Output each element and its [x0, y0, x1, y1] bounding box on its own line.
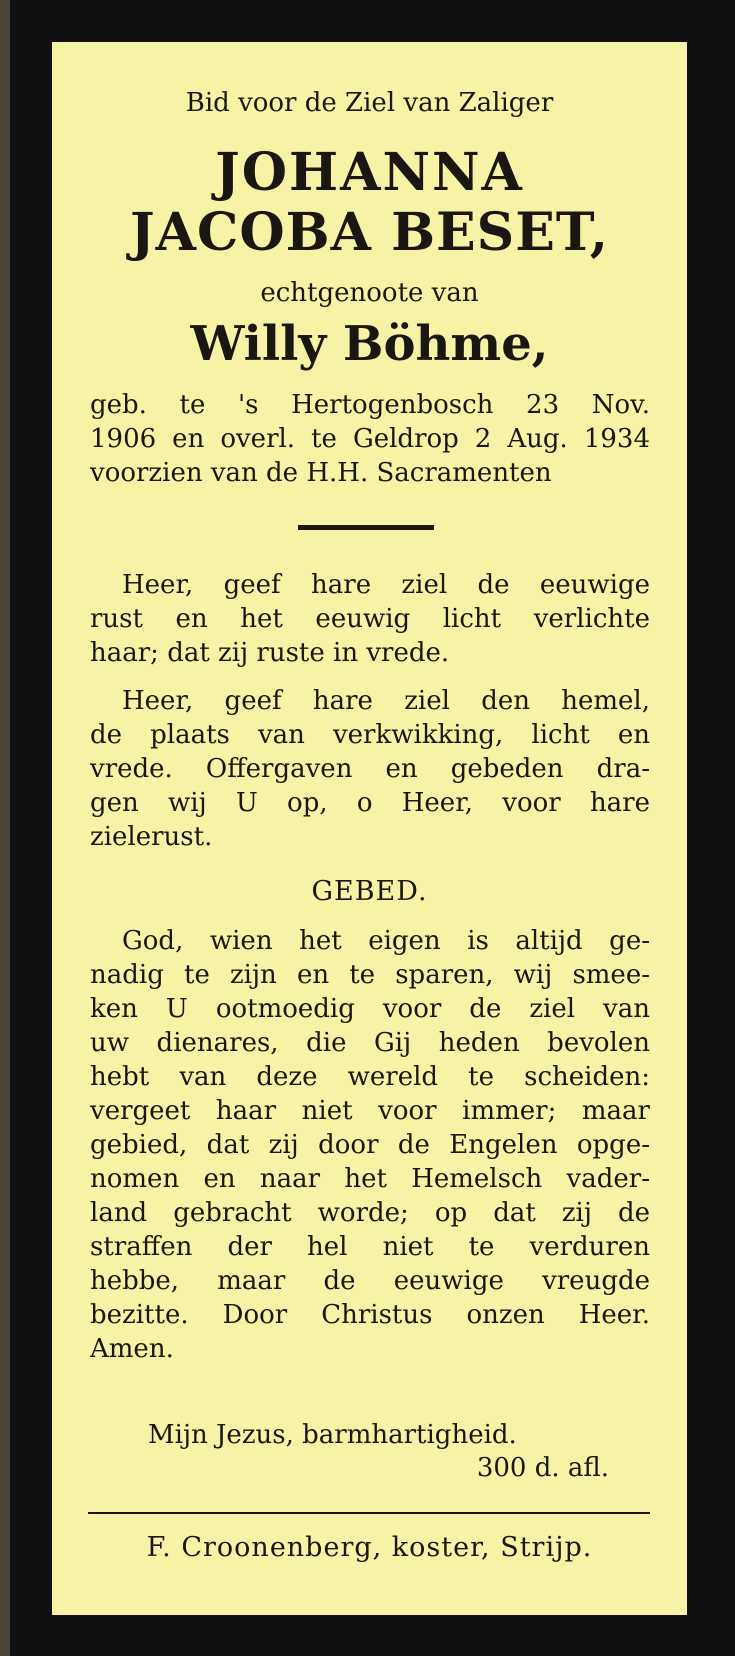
- gebed-line: nadig te zijn en te sparen, wij smee-: [90, 960, 650, 990]
- gebed-heading: GEBED.: [311, 876, 428, 907]
- prayer-line: Heer, geef hare ziel de eeuwige: [122, 570, 650, 600]
- biography-line: 1906 en overl. te Geldrop 2 Aug. 1934: [90, 424, 650, 454]
- gebed-line: uw dienares, die Gij heden bevolen: [90, 1028, 650, 1058]
- gebed-line: hebbe, maar de eeuwige vreugde: [90, 1266, 650, 1296]
- deceased-names-surname: JACOBA BESET,: [130, 202, 609, 263]
- prayer-line: zielerust.: [90, 822, 213, 852]
- gebed-line: vergeet haar niet voor immer; maar: [90, 1096, 650, 1126]
- prayer-line: gen wij U op, o Heer, voor hare: [90, 788, 650, 818]
- prayer-line: de plaats van verkwikking, licht en: [90, 720, 650, 750]
- divider-rule: [298, 525, 434, 530]
- prayer-line: Heer, geef hare ziel den hemel,: [122, 686, 650, 716]
- gebed-line: hebt van deze wereld te scheiden:: [90, 1062, 650, 1092]
- biography-line: voorzien van de H.H. Sacramenten: [90, 458, 552, 488]
- gebed-line: land gebracht worde; op dat zij de: [90, 1198, 650, 1228]
- gebed-line: ken U ootmoedig voor de ziel van: [90, 994, 650, 1024]
- invocation-text: Bid voor de Ziel van Zaliger: [185, 88, 554, 118]
- prayer-paragraph-2: [90, 684, 650, 854]
- biography-line: geb. te 's Hertogenbosch 23 Nov.: [90, 390, 650, 420]
- footer-rule: [88, 1512, 650, 1514]
- gebed-paragraph: [90, 924, 650, 1366]
- relation-text: echtgenoote van: [260, 278, 479, 308]
- gebed-line: straffen der hel niet te verduren: [90, 1232, 650, 1262]
- indulgence-text: 300 d. afl.: [476, 1453, 609, 1483]
- prayer-line: rust en het eeuwig licht verlichte: [90, 604, 650, 634]
- prayer-line: haar; dat zij ruste in vrede.: [90, 638, 450, 668]
- gebed-line: bezitte. Door Christus onzen Heer.: [90, 1300, 650, 1330]
- gebed-line: gebied, dat zij door de Engelen opge-: [90, 1130, 650, 1160]
- gebed-line: nomen en naar het Hemelsch vader-: [90, 1164, 650, 1194]
- prayer-line: vrede. Offergaven en gebeden dra-: [90, 754, 650, 784]
- printer-credit: F. Croonenberg, koster, Strijp.: [146, 1532, 593, 1563]
- spouse-name: Willy Böhme,: [190, 316, 549, 372]
- biography-block: [90, 388, 650, 490]
- ejaculation-text: Mijn Jezus, barmhartigheid.: [148, 1420, 517, 1450]
- prayer-paragraph-1: [90, 568, 650, 670]
- deceased-first-names: JOHANNA: [215, 142, 524, 203]
- gebed-line: Amen.: [90, 1334, 174, 1364]
- card-paper: [52, 42, 687, 1615]
- gebed-line: God, wien het eigen is altijd ge-: [122, 926, 650, 956]
